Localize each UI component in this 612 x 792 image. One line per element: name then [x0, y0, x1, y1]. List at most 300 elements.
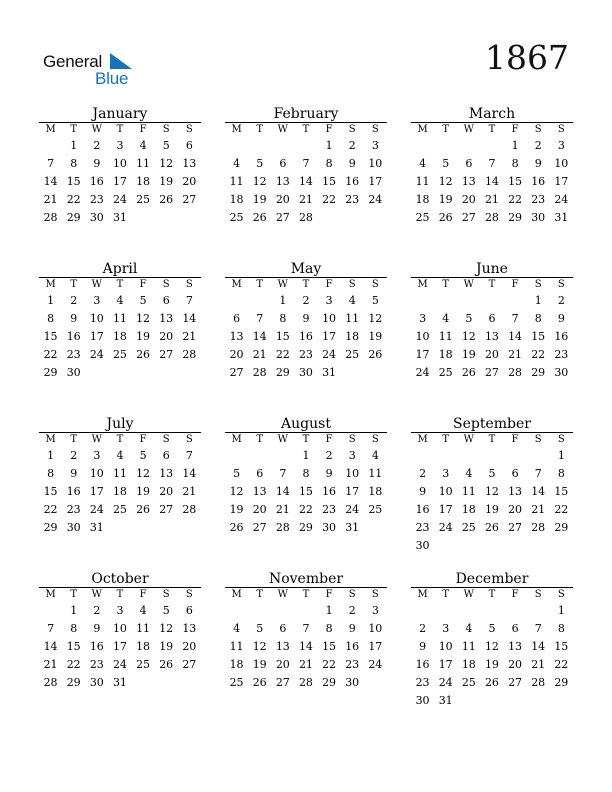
day-cell: 20 [508, 503, 523, 516]
day-cell: 23 [415, 676, 430, 689]
day-cell: 1 [511, 139, 519, 152]
day-cell: 6 [162, 294, 170, 307]
day-cell: 11 [229, 175, 244, 188]
day-cell: 25 [368, 503, 383, 516]
weekday-label: T [488, 124, 496, 135]
day-cell: 27 [252, 521, 267, 534]
weekday-label: F [325, 279, 333, 290]
day-cell: 8 [70, 157, 78, 170]
weekday-header [225, 432, 387, 447]
month-title: January [92, 106, 148, 122]
day-cell: 19 [252, 658, 267, 671]
weekday-header [225, 277, 387, 292]
day-cell: 4 [139, 604, 147, 617]
day-cell: 22 [43, 348, 58, 361]
weekday-header [411, 587, 573, 602]
day-cell: 13 [508, 485, 523, 498]
day-cell: 15 [275, 330, 290, 343]
day-cell: 28 [275, 521, 290, 534]
day-cell: 7 [302, 622, 310, 635]
day-cell: 18 [229, 193, 244, 206]
day-cell: 1 [70, 139, 78, 152]
day-cell: 28 [508, 366, 523, 379]
day-cell: 9 [302, 312, 310, 325]
day-cell: 11 [229, 640, 244, 653]
day-cell: 8 [302, 467, 310, 480]
day-cell: 24 [438, 521, 453, 534]
day-cell: 6 [511, 622, 519, 635]
weekday-label: S [185, 589, 193, 600]
day-cell: 27 [229, 366, 244, 379]
day-cell: 12 [136, 312, 151, 325]
day-cell: 14 [182, 312, 197, 325]
day-cell: 11 [112, 467, 127, 480]
weekday-label: T [116, 589, 124, 600]
weekday-label: W [463, 124, 474, 135]
day-cell: 29 [275, 366, 290, 379]
day-cell: 12 [159, 157, 174, 170]
day-cell: 1 [47, 294, 55, 307]
day-grid [411, 602, 573, 710]
day-cell: 31 [438, 694, 453, 707]
day-cell: 13 [252, 485, 267, 498]
day-cell: 14 [298, 640, 313, 653]
day-cell: 18 [415, 193, 430, 206]
day-cell: 14 [182, 467, 197, 480]
day-cell: 14 [484, 175, 499, 188]
day-cell: 19 [159, 175, 174, 188]
day-cell: 12 [136, 467, 151, 480]
day-cell: 5 [488, 622, 496, 635]
day-cell: 16 [322, 485, 337, 498]
day-cell: 28 [531, 521, 546, 534]
day-cell: 15 [66, 175, 81, 188]
day-cell: 30 [554, 366, 569, 379]
day-cell: 8 [47, 312, 55, 325]
weekday-label: F [325, 589, 333, 600]
month-title: August [281, 416, 331, 432]
day-cell: 7 [302, 157, 310, 170]
day-cell: 3 [442, 622, 450, 635]
day-cell: 1 [70, 604, 78, 617]
day-cell: 6 [185, 139, 193, 152]
day-cell: 10 [415, 330, 430, 343]
weekday-label: M [231, 124, 242, 135]
day-cell: 10 [112, 157, 127, 170]
day-cell: 24 [89, 503, 104, 516]
day-cell: 30 [531, 211, 546, 224]
weekday-label: W [91, 589, 102, 600]
day-cell: 30 [322, 521, 337, 534]
weekday-label: S [534, 434, 542, 445]
day-cell: 14 [531, 485, 546, 498]
day-cell: 2 [325, 449, 333, 462]
day-cell: 27 [275, 211, 290, 224]
day-cell: 27 [508, 521, 523, 534]
day-cell: 29 [554, 521, 569, 534]
weekday-label: W [91, 434, 102, 445]
day-cell: 18 [112, 330, 127, 343]
day-cell: 30 [415, 539, 430, 552]
day-cell: 10 [322, 312, 337, 325]
weekday-header [39, 122, 201, 137]
day-cell: 5 [442, 157, 450, 170]
day-cell: 7 [47, 622, 55, 635]
day-cell: 23 [554, 348, 569, 361]
day-cell: 5 [256, 157, 264, 170]
day-cell: 4 [371, 449, 379, 462]
weekday-label: W [277, 434, 288, 445]
day-cell: 27 [182, 193, 197, 206]
day-cell: 26 [461, 366, 476, 379]
day-cell: 8 [325, 622, 333, 635]
day-grid [225, 137, 387, 227]
day-cell: 11 [136, 622, 151, 635]
day-cell: 16 [554, 330, 569, 343]
day-cell: 5 [139, 449, 147, 462]
month-october [39, 571, 201, 692]
weekday-label: T [302, 124, 310, 135]
day-cell: 28 [43, 676, 58, 689]
day-cell: 9 [348, 157, 356, 170]
day-cell: 11 [345, 312, 360, 325]
day-cell: 26 [368, 348, 383, 361]
day-cell: 28 [484, 211, 499, 224]
weekday-label: M [231, 589, 242, 600]
day-cell: 7 [534, 622, 542, 635]
day-cell: 15 [298, 485, 313, 498]
day-cell: 21 [508, 348, 523, 361]
weekday-label: T [488, 279, 496, 290]
day-cell: 15 [531, 330, 546, 343]
brand-name-blue: Blue [95, 69, 129, 88]
day-cell: 19 [159, 640, 174, 653]
day-cell: 24 [368, 193, 383, 206]
day-cell: 20 [508, 658, 523, 671]
day-cell: 28 [252, 366, 267, 379]
day-cell: 28 [182, 503, 197, 516]
day-cell: 8 [534, 312, 542, 325]
day-cell: 14 [252, 330, 267, 343]
day-cell: 6 [465, 157, 473, 170]
brand-name-general: General [43, 52, 103, 71]
day-cell: 7 [47, 157, 55, 170]
month-july [39, 416, 201, 537]
day-cell: 13 [484, 330, 499, 343]
weekday-label: S [162, 124, 170, 135]
day-cell: 6 [511, 467, 519, 480]
weekday-label: S [185, 124, 193, 135]
day-cell: 21 [182, 485, 197, 498]
month-title: September [453, 416, 531, 432]
day-cell: 24 [112, 658, 127, 671]
day-cell: 22 [531, 348, 546, 361]
day-cell: 23 [531, 193, 546, 206]
day-cell: 19 [229, 503, 244, 516]
weekday-label: T [488, 434, 496, 445]
day-cell: 15 [322, 175, 337, 188]
month-may [225, 261, 387, 382]
day-cell: 30 [298, 366, 313, 379]
weekday-header [411, 122, 573, 137]
day-cell: 6 [279, 622, 287, 635]
day-cell: 7 [185, 294, 193, 307]
weekday-label: S [557, 589, 565, 600]
day-cell: 4 [233, 622, 241, 635]
day-cell: 16 [345, 175, 360, 188]
day-cell: 31 [554, 211, 569, 224]
day-cell: 31 [322, 366, 337, 379]
day-cell: 18 [368, 485, 383, 498]
day-cell: 22 [275, 348, 290, 361]
day-cell: 19 [484, 503, 499, 516]
day-cell: 17 [89, 485, 104, 498]
day-cell: 11 [438, 330, 453, 343]
weekday-header [39, 432, 201, 447]
day-cell: 15 [322, 640, 337, 653]
weekday-header [39, 587, 201, 602]
day-cell: 4 [442, 312, 450, 325]
day-cell: 25 [136, 658, 151, 671]
day-cell: 30 [89, 676, 104, 689]
day-cell: 24 [89, 348, 104, 361]
weekday-label: S [348, 589, 356, 600]
day-cell: 27 [159, 503, 174, 516]
day-cell: 25 [345, 348, 360, 361]
day-cell: 25 [136, 193, 151, 206]
day-cell: 7 [256, 312, 264, 325]
day-cell: 1 [302, 449, 310, 462]
day-cell: 9 [557, 312, 565, 325]
weekday-label: S [162, 589, 170, 600]
day-cell: 22 [508, 193, 523, 206]
day-cell: 12 [368, 312, 383, 325]
day-cell: 12 [252, 175, 267, 188]
weekday-header [411, 277, 573, 292]
day-cell: 24 [415, 366, 430, 379]
day-cell: 18 [438, 348, 453, 361]
day-cell: 23 [89, 658, 104, 671]
weekday-label: T [116, 279, 124, 290]
weekday-header [39, 277, 201, 292]
day-cell: 21 [275, 503, 290, 516]
day-cell: 10 [368, 157, 383, 170]
day-cell: 1 [47, 449, 55, 462]
day-cell: 4 [116, 294, 124, 307]
month-title: July [106, 416, 134, 432]
day-cell: 25 [415, 211, 430, 224]
weekday-label: F [325, 124, 333, 135]
day-cell: 1 [325, 604, 333, 617]
day-cell: 14 [275, 485, 290, 498]
weekday-label: F [139, 589, 147, 600]
day-cell: 16 [89, 175, 104, 188]
weekday-label: F [511, 589, 519, 600]
day-cell: 9 [419, 640, 427, 653]
day-cell: 2 [534, 139, 542, 152]
day-cell: 17 [322, 330, 337, 343]
day-cell: 2 [302, 294, 310, 307]
weekday-label: T [70, 434, 78, 445]
day-cell: 13 [461, 175, 476, 188]
weekday-label: M [45, 279, 56, 290]
day-cell: 29 [43, 366, 58, 379]
day-cell: 17 [368, 175, 383, 188]
weekday-label: T [302, 434, 310, 445]
day-cell: 18 [136, 175, 151, 188]
day-cell: 17 [89, 330, 104, 343]
day-grid [39, 447, 201, 537]
day-cell: 7 [185, 449, 193, 462]
day-cell: 25 [229, 676, 244, 689]
weekday-label: F [511, 124, 519, 135]
day-cell: 22 [322, 193, 337, 206]
day-cell: 10 [345, 467, 360, 480]
day-cell: 15 [66, 640, 81, 653]
day-cell: 12 [229, 485, 244, 498]
day-cell: 24 [368, 658, 383, 671]
day-cell: 3 [371, 604, 379, 617]
month-june [411, 261, 573, 382]
weekday-label: M [417, 434, 428, 445]
weekday-label: W [463, 279, 474, 290]
day-cell: 25 [229, 211, 244, 224]
day-cell: 6 [488, 312, 496, 325]
weekday-label: M [45, 589, 56, 600]
day-grid [411, 292, 573, 382]
day-grid [225, 447, 387, 537]
day-cell: 26 [484, 676, 499, 689]
day-cell: 13 [275, 640, 290, 653]
weekday-header [225, 122, 387, 137]
day-cell: 26 [252, 211, 267, 224]
month-title: October [91, 571, 149, 587]
day-cell: 10 [438, 485, 453, 498]
day-cell: 15 [508, 175, 523, 188]
day-cell: 7 [511, 312, 519, 325]
weekday-label: S [348, 434, 356, 445]
weekday-label: T [70, 279, 78, 290]
day-cell: 24 [322, 348, 337, 361]
day-cell: 29 [43, 521, 58, 534]
day-grid [39, 137, 201, 227]
day-cell: 8 [557, 467, 565, 480]
day-cell: 2 [93, 139, 101, 152]
day-cell: 6 [256, 467, 264, 480]
day-cell: 26 [229, 521, 244, 534]
day-cell: 16 [531, 175, 546, 188]
day-cell: 27 [275, 676, 290, 689]
day-cell: 21 [43, 658, 58, 671]
day-cell: 19 [136, 485, 151, 498]
weekday-label: W [277, 589, 288, 600]
day-cell: 18 [136, 640, 151, 653]
day-cell: 22 [298, 503, 313, 516]
day-cell: 19 [484, 658, 499, 671]
weekday-label: S [557, 279, 565, 290]
day-cell: 20 [252, 503, 267, 516]
month-title: April [102, 261, 138, 277]
day-cell: 17 [112, 640, 127, 653]
day-cell: 9 [325, 467, 333, 480]
month-november [225, 571, 387, 692]
month-august [225, 416, 387, 537]
day-cell: 28 [43, 211, 58, 224]
day-cell: 13 [275, 175, 290, 188]
day-cell: 22 [66, 193, 81, 206]
day-cell: 3 [419, 312, 427, 325]
day-cell: 10 [112, 622, 127, 635]
day-cell: 1 [279, 294, 287, 307]
day-cell: 10 [89, 467, 104, 480]
weekday-label: F [325, 434, 333, 445]
day-cell: 7 [488, 157, 496, 170]
weekday-label: F [511, 434, 519, 445]
day-cell: 11 [461, 485, 476, 498]
day-cell: 17 [415, 348, 430, 361]
day-cell: 27 [182, 658, 197, 671]
day-cell: 5 [465, 312, 473, 325]
day-cell: 26 [136, 348, 151, 361]
day-cell: 19 [438, 193, 453, 206]
day-cell: 20 [484, 348, 499, 361]
weekday-label: W [91, 124, 102, 135]
day-cell: 13 [508, 640, 523, 653]
day-cell: 16 [345, 640, 360, 653]
day-cell: 13 [229, 330, 244, 343]
day-cell: 21 [531, 503, 546, 516]
weekday-label: T [70, 124, 78, 135]
day-cell: 28 [182, 348, 197, 361]
day-cell: 24 [438, 676, 453, 689]
day-cell: 8 [47, 467, 55, 480]
weekday-label: M [45, 434, 56, 445]
day-cell: 18 [345, 330, 360, 343]
day-cell: 2 [70, 294, 78, 307]
day-cell: 2 [93, 604, 101, 617]
day-cell: 13 [159, 312, 174, 325]
day-cell: 30 [345, 676, 360, 689]
day-cell: 29 [66, 211, 81, 224]
weekday-label: T [488, 589, 496, 600]
day-cell: 2 [348, 139, 356, 152]
day-cell: 7 [534, 467, 542, 480]
weekday-label: S [185, 434, 193, 445]
day-cell: 14 [43, 175, 58, 188]
day-cell: 1 [534, 294, 542, 307]
day-cell: 23 [89, 193, 104, 206]
day-cell: 17 [438, 503, 453, 516]
day-cell: 26 [159, 193, 174, 206]
weekday-label: M [417, 124, 428, 135]
day-cell: 14 [298, 175, 313, 188]
logo-triangle-icon [110, 53, 132, 69]
weekday-label: M [417, 589, 428, 600]
day-cell: 1 [557, 604, 565, 617]
day-cell: 3 [93, 294, 101, 307]
day-cell: 18 [461, 658, 476, 671]
day-cell: 21 [298, 658, 313, 671]
weekday-label: S [371, 279, 379, 290]
day-cell: 13 [159, 467, 174, 480]
day-cell: 22 [322, 658, 337, 671]
day-cell: 5 [139, 294, 147, 307]
day-cell: 12 [484, 485, 499, 498]
weekday-header [411, 432, 573, 447]
day-cell: 10 [554, 157, 569, 170]
day-cell: 20 [229, 348, 244, 361]
day-cell: 29 [508, 211, 523, 224]
